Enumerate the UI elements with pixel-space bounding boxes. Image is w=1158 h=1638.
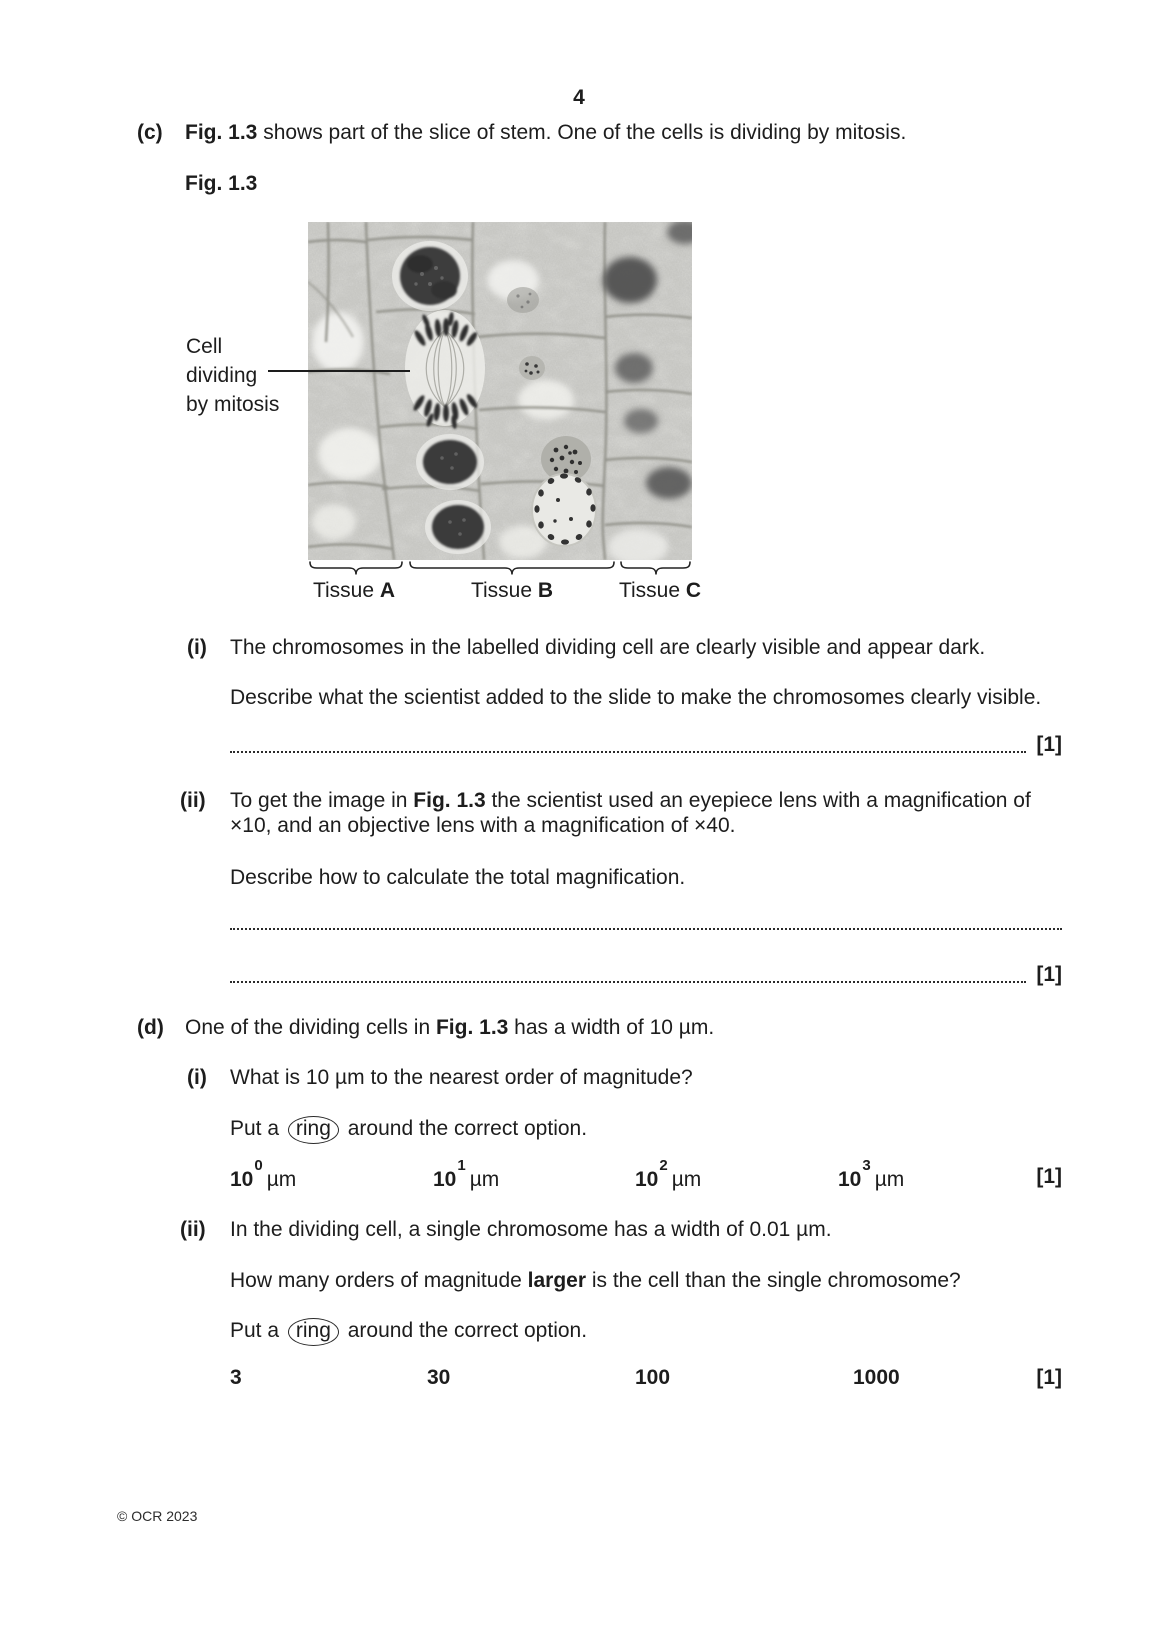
part-di-instruction: Put a ring around the correct option. bbox=[230, 1116, 587, 1144]
part-cii-prompt: Describe how to calculate the total magnification. bbox=[230, 866, 686, 889]
ring-word: ring bbox=[288, 1116, 339, 1144]
option-10e0: $10^0\mu m$ bbox=[230, 1157, 297, 1191]
tissue-a-label: Tissue A bbox=[312, 579, 396, 602]
part-dii-options bbox=[230, 1366, 1062, 1398]
nucleus-ring bbox=[532, 473, 596, 546]
part-dii-instruction: Put a ring around the correct option. bbox=[230, 1318, 587, 1346]
part-di-question: What is 10 µm to the nearest order of magnitude? bbox=[230, 1066, 693, 1089]
part-di-options bbox=[230, 1157, 1062, 1197]
part-cii-statement-line2: ×10, and an objective lens with a magnification of ×40. bbox=[230, 814, 736, 837]
annotation-pointer-line bbox=[268, 370, 410, 372]
brace-tissue-b bbox=[410, 562, 614, 575]
dotted-answer-rule bbox=[230, 981, 1026, 983]
question-c-intro: Fig. 1.3 shows part of the slice of stem. One of the cells is dividing by mitosis. bbox=[185, 121, 907, 144]
part-cii-label: (ii) bbox=[180, 789, 206, 812]
copyright-footer: © OCR 2023 bbox=[117, 1508, 198, 1524]
option-10e3: $10^3\mu m$ bbox=[838, 1157, 905, 1191]
answer-line bbox=[230, 958, 1062, 986]
page-number: 4 bbox=[573, 86, 585, 109]
cell-dividing-annotation bbox=[186, 332, 279, 419]
dotted-answer-rule bbox=[230, 751, 1026, 753]
answer-line bbox=[230, 905, 1062, 933]
question-c-label: (c) bbox=[137, 121, 163, 144]
marks-badge: [1] bbox=[1036, 1366, 1062, 1389]
tissue-c-label: Tissue C bbox=[618, 579, 702, 602]
marks-badge: [1] bbox=[1036, 733, 1062, 756]
nucleus-speckled-faint bbox=[507, 287, 539, 313]
marks-badge: [1] bbox=[1036, 963, 1062, 986]
option-10e2: $10^2\mu m$ bbox=[635, 1157, 702, 1191]
part-ci-statement: The chromosomes in the labelled dividing cell are clearly visible and appear dark. bbox=[230, 636, 986, 659]
answer-line bbox=[230, 728, 1062, 756]
question-d-intro: One of the dividing cells in Fig. 1.3 has a width of 10 µm. bbox=[185, 1016, 715, 1039]
nucleus-lower-1 bbox=[416, 434, 484, 490]
annotation-line-1: Cell bbox=[186, 335, 223, 358]
part-dii-label: (ii) bbox=[180, 1218, 206, 1241]
part-dii-statement: In the dividing cell, a single chromosome has a width of 0.01 µm. bbox=[230, 1218, 832, 1241]
part-cii-statement-line1: To get the image in Fig. 1.3 the scientist used an eyepiece lens with a magnification of bbox=[230, 789, 1031, 812]
brace-tissue-a bbox=[310, 562, 402, 575]
marks-badge: [1] bbox=[1036, 1165, 1062, 1188]
nucleus-speckled-small bbox=[519, 356, 545, 380]
ring-word: ring bbox=[288, 1318, 339, 1346]
annotation-line-3: by mitosis bbox=[186, 393, 280, 416]
option-1000: 1000 bbox=[853, 1366, 900, 1389]
option-100: 100 bbox=[635, 1366, 671, 1389]
option-30: 30 bbox=[427, 1366, 451, 1389]
option-3: 3 bbox=[230, 1366, 242, 1389]
dotted-answer-rule bbox=[230, 928, 1062, 930]
brace-tissue-c bbox=[621, 562, 690, 575]
micrograph-image bbox=[308, 222, 692, 560]
figure-caption: Fig. 1.3 bbox=[185, 172, 258, 195]
nucleus-top bbox=[392, 241, 468, 311]
part-di-label: (i) bbox=[187, 1066, 207, 1089]
part-ci-label: (i) bbox=[187, 636, 207, 659]
part-dii-question: How many orders of magnitude larger is the cell than the single chromosome? bbox=[230, 1269, 961, 1292]
tissue-b-label: Tissue B bbox=[470, 579, 554, 602]
annotation-line-2: dividing bbox=[186, 364, 258, 387]
nucleus-lower-2 bbox=[425, 500, 491, 554]
part-ci-prompt: Describe what the scientist added to the slide to make the chromosomes clearly visible. bbox=[230, 686, 1042, 709]
question-d-label: (d) bbox=[137, 1016, 164, 1039]
option-10e1: $10^1\mu m$ bbox=[433, 1157, 500, 1191]
tissue-braces bbox=[308, 560, 692, 578]
